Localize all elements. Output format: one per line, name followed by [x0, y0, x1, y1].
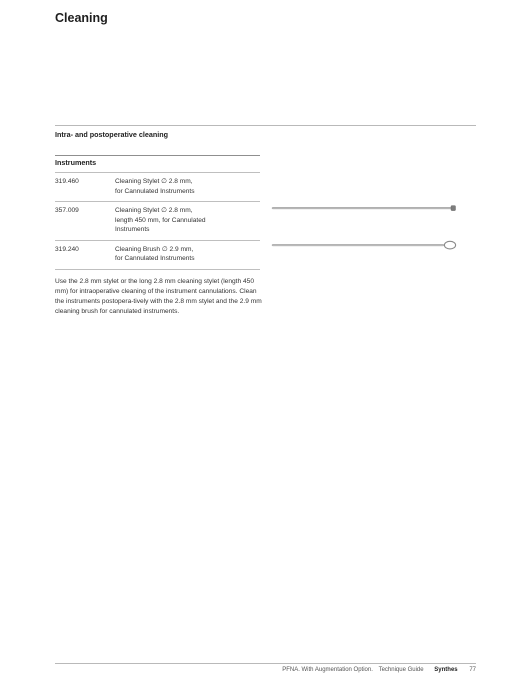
footer-guide-label: Technique Guide	[378, 667, 424, 673]
table-bottom-rule	[55, 269, 260, 270]
table-header: Instruments	[55, 158, 97, 167]
section-divider	[55, 125, 476, 126]
footer-brand: Synthes	[434, 667, 458, 673]
page-number: 77	[469, 667, 476, 673]
footer-document-title: PFNA. With Augmentation Option.	[282, 667, 373, 673]
table-row	[55, 202, 260, 240]
table-row	[55, 173, 260, 201]
instructions-paragraph: Use the 2.8 mm stylet or the long 2.8 mm cleaning stylet (length 450 mm) for intraoperative cleaning of the instrument cannulations. Clean the instruments postopera-tively with the 2.8 mm stylet and the 2.9 mm cleaning brush for cannulated instruments.	[55, 278, 262, 315]
article-number: 357.009	[55, 207, 79, 214]
instrument-illustrations	[265, 196, 465, 256]
footer	[55, 667, 476, 673]
article-number: 319.240	[55, 245, 79, 253]
section-heading: Intra- and postoperative cleaning	[55, 130, 169, 139]
footer-divider	[55, 663, 476, 664]
article-description: Cleaning Stylet ∅ 2.8 mm, for Cannulated Instruments	[115, 178, 195, 195]
page-title: Cleaning	[55, 11, 108, 25]
table-row	[55, 241, 260, 269]
long-stylet-figure	[272, 206, 456, 211]
article-description: Cleaning Brush ∅ 2.9 mm, for Cannulated Instruments	[115, 245, 195, 262]
article-number: 319.460	[55, 178, 79, 185]
cleaning-brush-figure	[272, 241, 456, 249]
instruments-table	[55, 155, 260, 270]
article-description: Cleaning Stylet ∅ 2.8 mm, length 450 mm, for Cannulated Instruments	[115, 207, 206, 233]
